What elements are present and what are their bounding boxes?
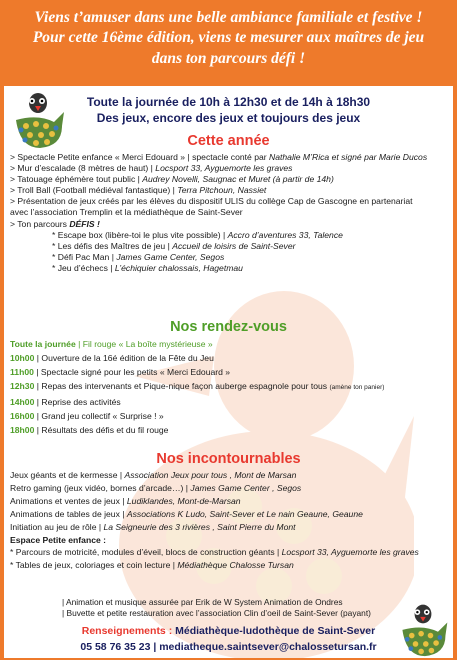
schedule-list [10,337,447,437]
list-item: Animations et ventes de jeux | Ludiklandes, Mont-de-Marsan [10,495,241,506]
header-line-2: Pour cette 16ème édition, viens te mesurer aux maîtres de jeu [32,29,425,46]
list-item: > Spectacle Petite enfance « Merci Edouard » | spectacle conté par Nathalie M’Rica et signé par Marie Ducos [10,152,428,162]
highlights-list [10,469,447,572]
schedule-row: 11h00 | Spectacle signé pour les petits « Merci Edouard » [10,367,231,377]
list-item: Jeux géants et de kermesse | Association Jeux pour tous , Mont de Marsan [10,470,297,480]
header-line-3: dans ton parcours défi ! [151,50,306,67]
list-item: Initiation au jeu de rôle | La Seigneurie des 3 rivières , Saint Pierre du Mont [10,521,296,532]
credit-line: | Animation et musique assurée par Erik de W System Animation de Ondres [62,597,343,607]
list-item: Animations de tables de jeux | Associations K Ludo, Saint-Sever et Le nain Geaune, Geaune [10,508,363,519]
list-item: * Jeu d’échecs | L’échiquier chalossais, Hagetmau [52,262,243,273]
list-item: Retro gaming (jeux vidéo, bornes d’arcade…) | James Game Center , Segos [10,482,302,493]
list-item: * Parcours de motricité, modules d’éveil, blocs de construction géants | Locsport 33, Ayguemorte les graves [10,547,419,558]
header-line-1: Viens t’amuser dans une belle ambiance familiale et festive ! [34,9,423,26]
list-item: avec l’association Tremplin et la médiathèque de Saint-Sever [10,207,243,218]
program-panel [4,86,453,658]
parcours-defis: > Ton parcours DÉFIS ! [10,218,100,229]
this-year-list [10,152,447,274]
header-banner [0,0,457,84]
tagline: Des jeux, encore des jeux et toujours des jeux [96,111,361,125]
schedule-row: Toute la journée | Fil rouge « La boîte mystérieuse » [10,339,213,349]
section-highlights-title: Nos incontournables [156,451,301,467]
schedule-row: 16h00 | Grand jeu collectif « Surprise ! » [10,411,164,421]
schedule-row: 18h00 | Résultats des défis et du fil rouge [10,425,169,435]
espace-petite-enfance-label: Espace Petite enfance : [10,534,107,545]
list-item: > Troll Ball (Football médiéval fantastique) | Terra Pitchoun, Nassiet [10,185,267,196]
opening-hours: Toute la journée de 10h à 12h30 et de 14h à 18h30 [86,95,371,109]
credit-line: | Buvette et petite restauration avec l’association Clin d’oeil de Saint-Sever (payant) [62,608,371,618]
contact-title: Renseignements : Médiathèque-ludothèque de Saint-Sever [81,625,376,637]
list-item: > Présentation de jeux créés par les élèves du dispositif ULIS du collège Cap de Gascogne en partenariat [10,196,413,207]
section-this-year-title: Cette année [187,133,270,149]
duck-icon [396,600,450,658]
list-item: * Tables de jeux, coloriages et coin lecture | Médiathèque Chalosse Tursan [10,560,294,571]
section-rendezvous-title: Nos rendez-vous [170,319,287,335]
schedule-row: 14h00 | Reprise des activités [10,397,121,407]
contact-details: 05 58 76 35 23 | mediatheque.saintsever@chalossetursan.fr [80,641,377,653]
schedule-row: 10h00 | Ouverture de la 16é édition de la Fête du Jeu [10,353,214,363]
credits [62,597,371,619]
list-item: > Mur d’escalade (8 mètres de haut) | Locsport 33, Ayguemorte les graves [10,163,293,174]
list-item: > Tatouage éphémère tout public | Audrey Novelli, Saugnac et Muret (à partir de 14h) [10,174,334,185]
schedule-row: 12h30 | Repas des intervenants et Pique-nique façon auberge espagnole pour tous (amène ton panier) [10,381,385,391]
list-item: * Les défis des Maîtres de jeu | Accueil de loisirs de Saint-Sever [52,240,296,251]
list-item: * Défi Pac Man | James Game Center, Segos [52,251,225,262]
list-item: * Escape box (libère-toi le plus vite possible) | Accro d’aventures 33, Talence [52,229,343,240]
